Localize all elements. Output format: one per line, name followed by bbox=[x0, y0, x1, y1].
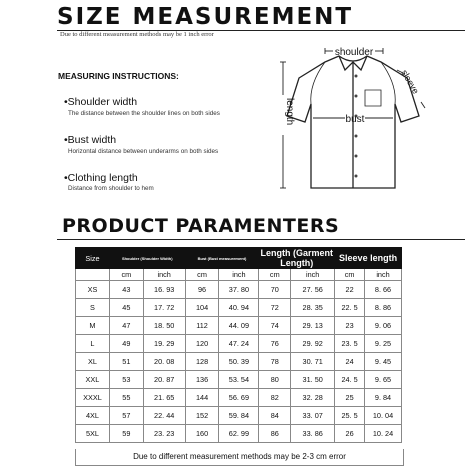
value-cell: 78 bbox=[259, 353, 291, 371]
value-cell: 128 bbox=[185, 353, 219, 371]
size-table bbox=[75, 247, 402, 443]
value-cell: 20. 87 bbox=[143, 371, 185, 389]
table-row bbox=[76, 407, 402, 425]
length-instruction-desc: Distance from shoulder to hem bbox=[68, 185, 154, 192]
value-cell: 20. 08 bbox=[143, 353, 185, 371]
value-cell: 10. 04 bbox=[365, 407, 402, 425]
length-instruction-title: •Clothing length bbox=[64, 172, 138, 184]
table-row bbox=[76, 317, 402, 335]
error-note: Due to different measurement methods may be 1 inch error bbox=[60, 31, 214, 38]
value-cell: 30. 71 bbox=[291, 353, 335, 371]
section-divider bbox=[57, 239, 465, 240]
instructions-heading: MEASURING INSTRUCTIONS: bbox=[58, 71, 179, 81]
value-cell: 55 bbox=[109, 389, 143, 407]
table-row bbox=[76, 353, 402, 371]
value-cell: 53 bbox=[109, 371, 143, 389]
value-cell: 23 bbox=[335, 317, 365, 335]
value-cell: 22. 44 bbox=[143, 407, 185, 425]
table-row bbox=[76, 425, 402, 443]
shoulder-instruction-desc: The distance between the shoulder lines on both sides bbox=[68, 110, 220, 117]
value-cell: 29. 92 bbox=[291, 335, 335, 353]
value-cell: 28. 35 bbox=[291, 299, 335, 317]
shoulder-instruction-title: •Shoulder width bbox=[64, 96, 138, 108]
value-cell: 26 bbox=[335, 425, 365, 443]
value-cell: 9. 25 bbox=[365, 335, 402, 353]
value-cell: 23. 23 bbox=[143, 425, 185, 443]
value-cell: 22 bbox=[335, 281, 365, 299]
value-cell: 31. 50 bbox=[291, 371, 335, 389]
size-cell: XS bbox=[76, 281, 110, 299]
value-cell: 112 bbox=[185, 317, 219, 335]
value-cell: 8. 86 bbox=[365, 299, 402, 317]
value-cell: 72 bbox=[259, 299, 291, 317]
value-cell: 9. 65 bbox=[365, 371, 402, 389]
value-cell: 33. 07 bbox=[291, 407, 335, 425]
size-cell: L bbox=[76, 335, 110, 353]
value-cell: 49 bbox=[109, 335, 143, 353]
value-cell: 44. 09 bbox=[219, 317, 259, 335]
page-title: SIZE MEASUREMENT bbox=[57, 4, 354, 30]
shoulder-label: shoulder bbox=[334, 47, 374, 58]
value-cell: 24 bbox=[335, 353, 365, 371]
value-cell: 8. 66 bbox=[365, 281, 402, 299]
length-header: Length (Garment Length) bbox=[260, 248, 333, 268]
sleeve-label: sleeve bbox=[399, 68, 421, 96]
value-cell: 57 bbox=[109, 407, 143, 425]
size-cell: M bbox=[76, 317, 110, 335]
value-cell: 160 bbox=[185, 425, 219, 443]
value-cell: 37. 80 bbox=[219, 281, 259, 299]
value-cell: 59 bbox=[109, 425, 143, 443]
value-cell: 21. 65 bbox=[143, 389, 185, 407]
value-cell: 9. 84 bbox=[365, 389, 402, 407]
value-cell: 29. 13 bbox=[291, 317, 335, 335]
table-row bbox=[76, 299, 402, 317]
sleeve-header: Sleeve length bbox=[335, 248, 402, 269]
table-row bbox=[76, 389, 402, 407]
value-cell: 76 bbox=[259, 335, 291, 353]
value-cell: 16. 93 bbox=[143, 281, 185, 299]
value-cell: 47 bbox=[109, 317, 143, 335]
bust-header: Bust (Bust measurement) bbox=[185, 248, 259, 269]
value-cell: 43 bbox=[109, 281, 143, 299]
value-cell: 104 bbox=[185, 299, 219, 317]
value-cell: 27. 56 bbox=[291, 281, 335, 299]
table-footnote: Due to different measurement methods may be 2-3 cm error bbox=[75, 449, 404, 466]
value-cell: 56. 69 bbox=[219, 389, 259, 407]
size-header: Size bbox=[76, 248, 110, 269]
value-cell: 32. 28 bbox=[291, 389, 335, 407]
value-cell: 62. 99 bbox=[219, 425, 259, 443]
value-cell: 23. 5 bbox=[335, 335, 365, 353]
value-cell: 19. 29 bbox=[143, 335, 185, 353]
value-cell: 82 bbox=[259, 389, 291, 407]
value-cell: 9. 45 bbox=[365, 353, 402, 371]
unit-inch: inch bbox=[219, 269, 259, 281]
unit-cm: cm bbox=[259, 269, 291, 281]
unit-inch: inch bbox=[291, 269, 335, 281]
value-cell: 74 bbox=[259, 317, 291, 335]
value-cell: 59. 84 bbox=[219, 407, 259, 425]
unit-inch: inch bbox=[143, 269, 185, 281]
value-cell: 120 bbox=[185, 335, 219, 353]
size-cell: XXXL bbox=[76, 389, 110, 407]
value-cell: 22. 5 bbox=[335, 299, 365, 317]
value-cell: 24. 5 bbox=[335, 371, 365, 389]
unit-cm: cm bbox=[185, 269, 219, 281]
value-cell: 33. 86 bbox=[291, 425, 335, 443]
size-cell: 4XL bbox=[76, 407, 110, 425]
bust-label: bust bbox=[345, 114, 365, 125]
section-title: PRODUCT PARAMENTERS bbox=[62, 215, 340, 237]
value-cell: 152 bbox=[185, 407, 219, 425]
table-row bbox=[76, 281, 402, 299]
size-cell: XXL bbox=[76, 371, 110, 389]
value-cell: 50. 39 bbox=[219, 353, 259, 371]
value-cell: 80 bbox=[259, 371, 291, 389]
value-cell: 40. 94 bbox=[219, 299, 259, 317]
value-cell: 53. 54 bbox=[219, 371, 259, 389]
value-cell: 10. 24 bbox=[365, 425, 402, 443]
size-cell: XL bbox=[76, 353, 110, 371]
value-cell: 25 bbox=[335, 389, 365, 407]
bust-instruction-desc: Horizontal distance between underarms on both sides bbox=[68, 148, 219, 155]
value-cell: 18. 50 bbox=[143, 317, 185, 335]
value-cell: 47. 24 bbox=[219, 335, 259, 353]
size-cell: S bbox=[76, 299, 110, 317]
size-cell: 5XL bbox=[76, 425, 110, 443]
value-cell: 51 bbox=[109, 353, 143, 371]
unit-inch: inch bbox=[365, 269, 402, 281]
shirt-diagram bbox=[279, 40, 429, 200]
value-cell: 84 bbox=[259, 407, 291, 425]
unit-cm: cm bbox=[109, 269, 143, 281]
value-cell: 25. 5 bbox=[335, 407, 365, 425]
value-cell: 45 bbox=[109, 299, 143, 317]
table-row bbox=[76, 371, 402, 389]
unit-cm: cm bbox=[335, 269, 365, 281]
value-cell: 136 bbox=[185, 371, 219, 389]
value-cell: 96 bbox=[185, 281, 219, 299]
table-row bbox=[76, 335, 402, 353]
length-label: length bbox=[284, 98, 295, 126]
value-cell: 86 bbox=[259, 425, 291, 443]
shoulder-header: Shoulder (Shoulder Width) bbox=[109, 248, 185, 269]
value-cell: 70 bbox=[259, 281, 291, 299]
value-cell: 17. 72 bbox=[143, 299, 185, 317]
bust-instruction-title: •Bust width bbox=[64, 134, 117, 146]
value-cell: 144 bbox=[185, 389, 219, 407]
value-cell: 9. 06 bbox=[365, 317, 402, 335]
unit-blank bbox=[76, 269, 110, 281]
